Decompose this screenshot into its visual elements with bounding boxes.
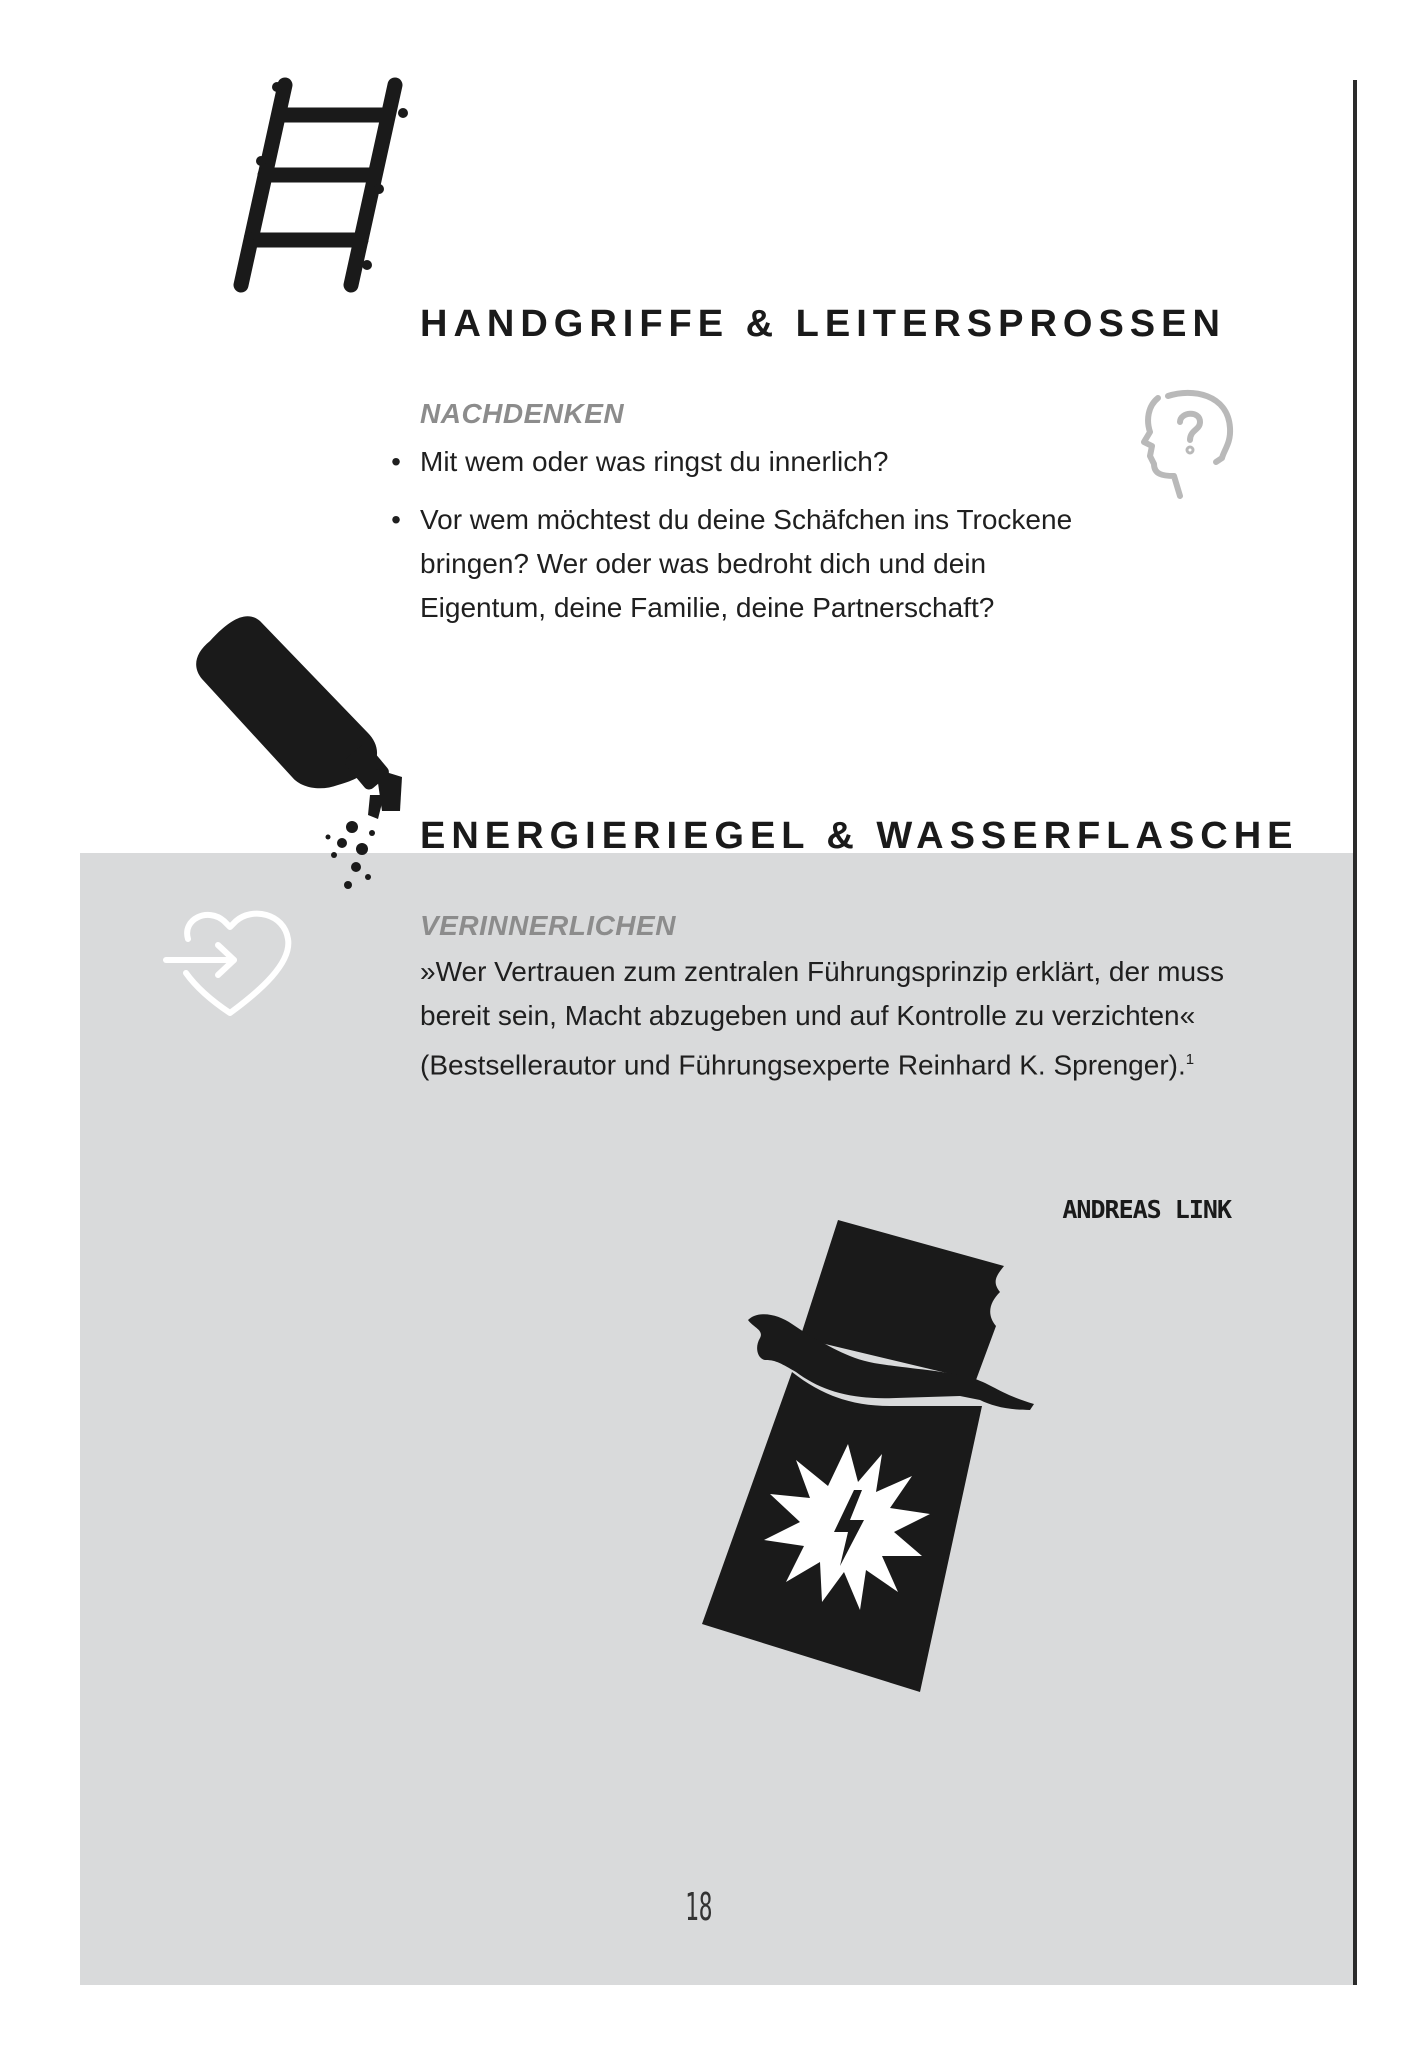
thinking-head-icon xyxy=(1140,388,1240,500)
quote-body: »Wer Vertrauen zum zentralen Führungsprinzip erklärt, der muss bereit sein, Macht abzugeben und auf Kontrolle zu verzichten« (Bestsellerautor und Führungsexperte Reinhard K. Sprenger). xyxy=(420,956,1225,1081)
page-number: 18 xyxy=(685,1885,713,1929)
chocolate-bar-icon xyxy=(700,1210,1040,1700)
ladder-icon xyxy=(225,75,415,300)
bullet-text: Vor wem möchtest du deine Schäfchen ins Trockene bringen? Wer oder was bedroht dich und dein Eigentum, deine Familie, deine Partnerschaft? xyxy=(420,504,1073,623)
label-verinnerlichen: VERINNERLICHEN xyxy=(420,910,676,941)
page-edge xyxy=(1353,80,1357,1985)
quote-text xyxy=(420,950,1260,1087)
section-heading-handgriffe: HANDGRIFFE & LEITERSPROSSEN xyxy=(420,303,1226,345)
list-item: • Mit wem oder was ringst du innerlich? xyxy=(391,446,889,477)
heart-arrow-icon xyxy=(160,905,300,1020)
bottle-icon xyxy=(180,605,420,905)
author-name: ANDREAS LINK xyxy=(1062,1195,1231,1224)
list-item: • Vor wem möchtest du deine Schäfchen ins Trockene bringen? Wer oder was bedroht dich und dein Eigentum, deine Familie, deine Partnerschaft? xyxy=(391,504,1073,623)
bullet-text: Mit wem oder was ringst du innerlich? xyxy=(420,446,889,477)
footnote-marker: 1 xyxy=(1185,1051,1195,1068)
label-nachdenken: NACHDENKEN xyxy=(420,398,625,429)
section-heading-energieriegel: ENERGIERIEGEL & WASSERFLASCHE xyxy=(420,815,1299,857)
reflection-bullet-list xyxy=(386,440,1106,644)
